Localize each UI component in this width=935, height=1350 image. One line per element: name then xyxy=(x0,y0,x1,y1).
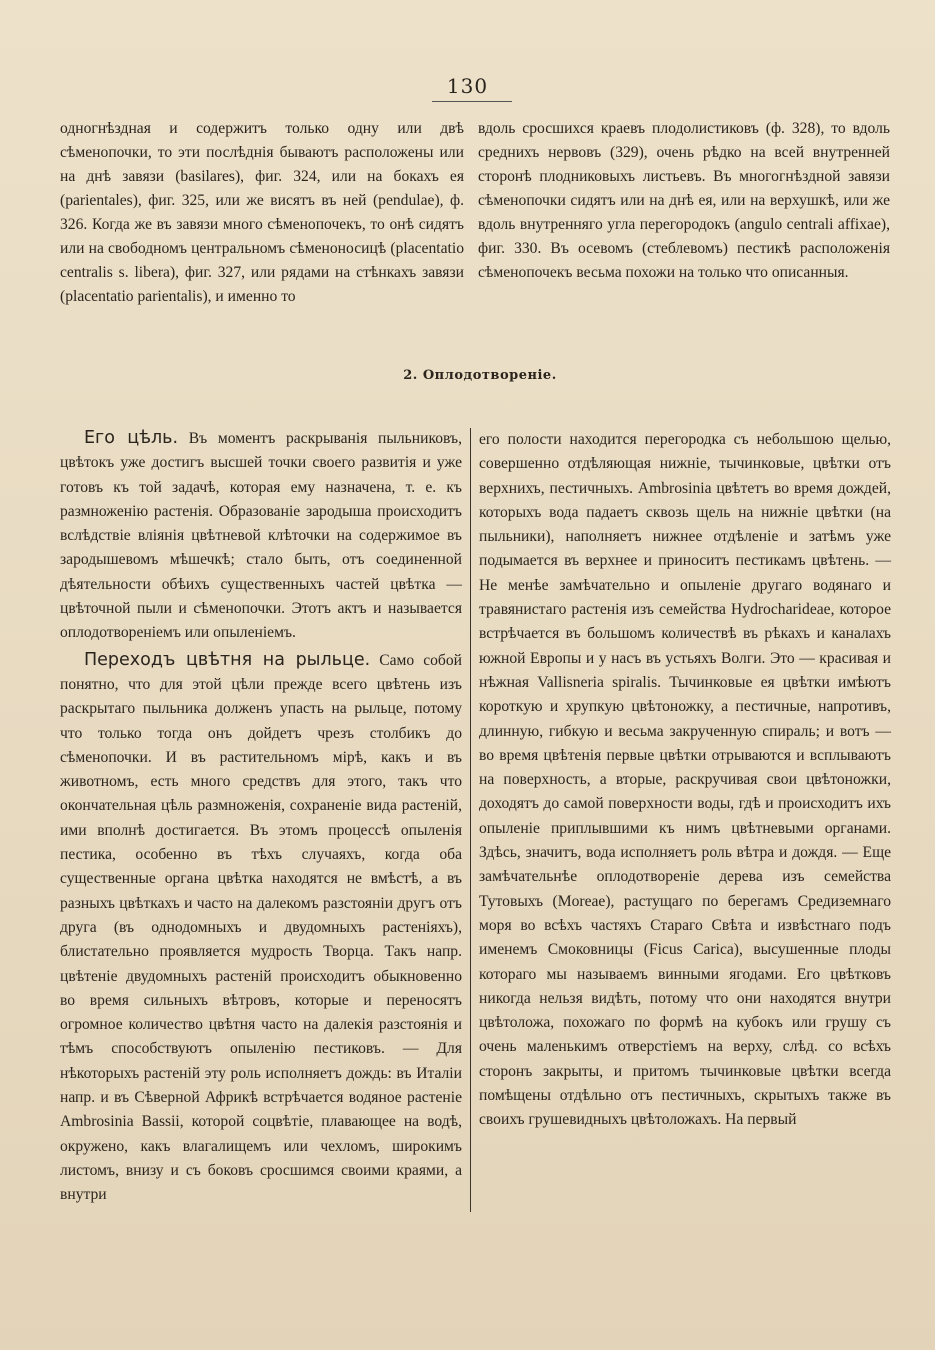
header-rule xyxy=(432,101,512,102)
run-in-heading-pollen-transfer: Переходъ цвѣтня на рыльце. xyxy=(84,649,371,670)
top-right-column: вдоль сросшихся краевъ плодолистиковъ (ф. 328), то вдоль среднихъ нервовъ (329), очень рѣдко на всей внутренней сторонѣ плодниковыхъ листьевъ. Въ многогнѣздной завязи сѣменопочки сидятъ или на днѣ ея, или на верхушкѣ, или же вдоль внутренняго угла перегородокъ (angulo centrali affixae), фиг. 330. Въ осевомъ (стеблевомъ) пестикѣ расположенiя сѣменопочекъ весьма похожи на только что описанныя. xyxy=(478,120,890,281)
bottom-left-column xyxy=(60,426,462,1208)
section-heading: 2. Оплодотворенiе. xyxy=(403,368,557,383)
paragraph-pollen-transfer: Само собой понятно, что для этой цѣли прежде всего цвѣтень изъ раскрытаго пыльника долженъ упасть на рыльце, потому что только тогда онъ дойдетъ чрезъ столбикъ до сѣменопочки. И въ растительномъ мiрѣ, какъ и въ животномъ, есть много средствъ для этого, такъ что окончательная цѣль размноженiя, сохраненiе вида растенiй, ими вполнѣ достигается. Въ этомъ процессѣ опыленiя пестика, особенно въ тѣхъ случаяхъ, когда оба существенные органа цвѣтка находятся не вмѣстѣ, а въ разныхъ цвѣткахъ и часто на далекомъ разстоянiи другъ отъ друга (въ однодомныхъ и двудомныхъ растенiяхъ), блистательно проявляется мудрость Творца. Такъ напр. цвѣтенiе двудомныхъ растенiй происходитъ обыкновенно во время сильныхъ вѣтровъ, которые и переносятъ огромное количество цвѣтня часто на далекiя разстоянiя и тѣмъ способствуютъ опыленiю пестиковъ. — Для нѣкоторыхъ растенiй эту роль исполняетъ дождь: въ Италiи напр. и въ Сѣверной Африкѣ встрѣчается водяное растенiе Ambrosinia Bassii, которой соцвѣтiе, плавающее на водѣ, окружено, какъ влагалищемъ или чехломъ, широкимъ листомъ, внизу и съ боковъ сросшимся своими краями, а внутри xyxy=(60,651,462,1204)
bottom-right-column: его полости находится перегородка съ небольшою щелью, совершенно отдѣляющая нижнiе, тычинковые, цвѣтки отъ верхнихъ, пестичныхъ. Ambrosinia цвѣтетъ во время дождей, которыхъ вода падаетъ сквозь щель на нижнiе цвѣтки (на пыльники), наполняетъ нижнее отдѣленiе и затѣмъ уже подымается въ верхнее и приноситъ пестикамъ цвѣтень. — Не менѣе замѣчательно и опыленiе другаго водянаго и травянистаго растенiя изъ семейства Hydrocharideae, которое встрѣчается въ большомъ количествѣ въ рѣкахъ и каналахъ южной Европы и у насъ въ устьяхъ Волги. Это — красивая и нѣжная Vallisneria spiralis. Тычинковые ея цвѣтки имѣютъ короткую и хрупкую цвѣтоножку, а пестичные, напротивъ, длинную, гибкую и весьма закрученную спираль; и вотъ — во время цвѣтенiя первые цвѣтки отрываются и всплываютъ на поверхность, а вторые, раскручивая свои цвѣтоножки, доходятъ до самой поверхности воды, гдѣ и происходитъ ихъ опыленiе приплывшими къ нимъ цвѣтневыми органами. Здѣсь, значитъ, вода исполняетъ роль вѣтра и дождя. — Еще замѣчательнѣе оплодотворенiе дерева изъ семейства Тутовыхъ (Moreae), растущаго по берегамъ Средиземнаго моря во всѣхъ частяхъ Стараго Свѣта и извѣстнаго подъ именемъ Смоковницы (Ficus Carica), высушенные плоды котораго мы называемъ винными ягодами. Его цвѣтковъ никогда нельзя видѣть, потому что они находятся внутри цвѣтоложа, похожаго по формѣ на кубокъ или грушу съ очень маленькимъ отверстiемъ на верху, слѣд. со всѣхъ сторонъ закрыты, и притомъ тычинковые цвѣтки всегда помѣщены отдѣльно отъ пестичныхъ, скрытыхъ также въ своихъ грушевидныхъ цвѣтоложахъ. На первый xyxy=(479,431,891,1129)
top-left-column: одногнѣздная и содержитъ только одну или двѣ сѣменопочки, то эти послѣднiя бываютъ расположены или на днѣ завязи (basilares), фиг. 324, или на бокахъ ея (parientales), фиг. 325, или же висятъ въ ней (pendulae), ф. 326. Когда же въ завязи много сѣменопочекъ, то онѣ сидятъ или на свободномъ центральномъ сѣменоносицѣ (placentatio centralis s. libera), фиг. 327, или рядами на стѣнкахъ завязи (placentatio parientalis), и именно то xyxy=(60,120,464,305)
paragraph-goal: Въ моментъ раскрыванiя пыльниковъ, цвѣтокъ уже достигъ высшей точки своего развитiя и уже готовъ къ той задачѣ, которая ему назначена, т. е. къ размноженiю растенiя. Образованiе зародыша происходитъ вслѣдствiе влiянiя цвѣтневой клѣточки на содержимое въ зародышевомъ мѣшечкѣ; стало быть, отъ соединенной дѣятельности обѣихъ существенныхъ частей цвѣтка — цвѣточной пыли и сѣменопочки. Этотъ актъ и называется оплодотворенiемъ или опыленiемъ. xyxy=(60,430,462,642)
run-in-heading-goal: Его цѣль. xyxy=(84,428,179,448)
column-divider xyxy=(470,428,471,1212)
page-number: 130 xyxy=(446,74,489,98)
